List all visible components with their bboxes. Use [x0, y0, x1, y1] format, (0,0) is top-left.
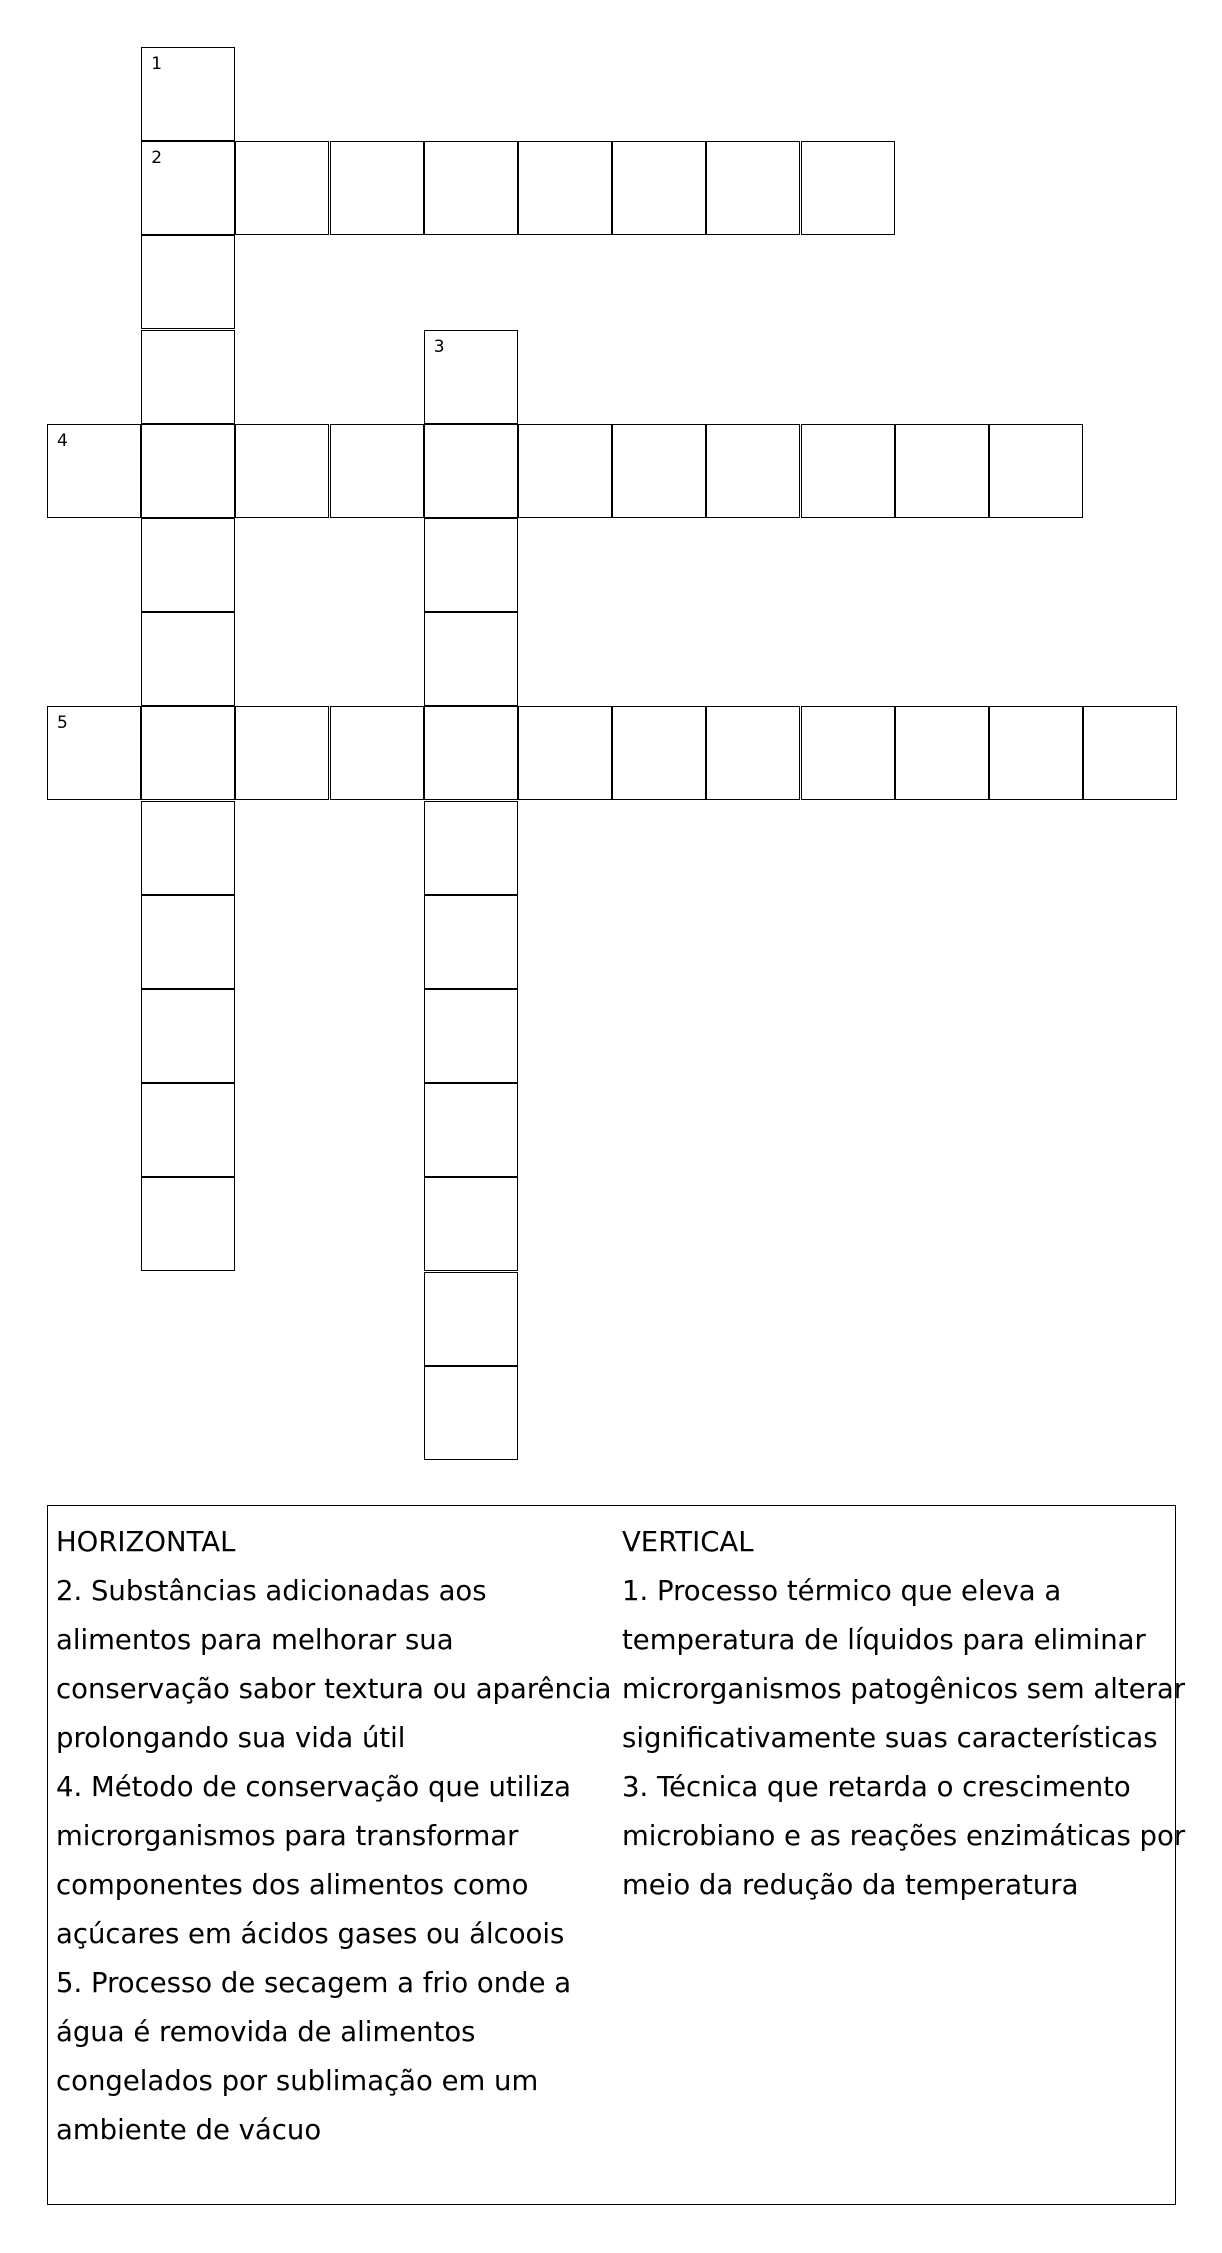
- crossword-cell[interactable]: [235, 141, 329, 235]
- horizontal-clue-lines: [56, 1567, 616, 2155]
- clue-number: 3: [433, 336, 445, 357]
- crossword-cell[interactable]: [235, 424, 329, 518]
- horizontal-clue-line: componentes dos alimentos como: [56, 1869, 529, 1901]
- crossword-cell[interactable]: [518, 706, 612, 800]
- crossword-cell[interactable]: [612, 706, 706, 800]
- crossword-cell[interactable]: [424, 1366, 518, 1460]
- horizontal-clue-line: ambiente de vácuo: [56, 2114, 322, 2146]
- crossword-cell[interactable]: [518, 424, 612, 518]
- crossword-cell[interactable]: [330, 141, 424, 235]
- crossword-cell[interactable]: [706, 141, 800, 235]
- crossword-cell[interactable]: [47, 706, 141, 800]
- clues-box: [47, 1505, 1186, 2205]
- crossword-cell[interactable]: [612, 141, 706, 235]
- vertical-clue-line: significativamente suas características: [622, 1722, 1158, 1754]
- crossword-cell[interactable]: [141, 1083, 235, 1177]
- crossword-cell[interactable]: [424, 706, 518, 800]
- crossword-cell[interactable]: [47, 424, 141, 518]
- horizontal-clue-line: conservação sabor textura ou aparência: [56, 1673, 612, 1705]
- horizontal-clue-line: água é removida de alimentos: [56, 2016, 476, 2048]
- crossword-cell[interactable]: [235, 706, 329, 800]
- horizontal-clue-line: 4. Método de conservação que utiliza: [56, 1771, 571, 1803]
- crossword-cell[interactable]: [424, 424, 518, 518]
- crossword-cell[interactable]: [424, 1083, 518, 1177]
- crossword-cell[interactable]: [330, 424, 424, 518]
- crossword-cell[interactable]: [424, 518, 518, 612]
- crossword-cell[interactable]: [989, 706, 1083, 800]
- clue-number: 4: [57, 430, 68, 451]
- crossword-cell[interactable]: [706, 424, 800, 518]
- crossword-cell[interactable]: [895, 706, 989, 800]
- vertical-heading: VERTICAL: [622, 1526, 754, 1558]
- clue-number: 1: [151, 54, 163, 74]
- horizontal-clues: [56, 1518, 616, 2155]
- clue-number: 2: [151, 148, 163, 169]
- crossword-cell[interactable]: [1083, 706, 1177, 800]
- crossword-cell[interactable]: [706, 706, 800, 800]
- crossword-cell[interactable]: [141, 612, 235, 706]
- crossword-cell[interactable]: [424, 330, 518, 424]
- horizontal-heading: HORIZONTAL: [56, 1526, 236, 1558]
- crossword-cell[interactable]: [424, 989, 518, 1083]
- horizontal-clue-line: prolongando sua vida útil: [56, 1722, 406, 1754]
- vertical-clue-line: temperatura de líquidos para eliminar: [622, 1624, 1146, 1656]
- crossword-cell[interactable]: [141, 518, 235, 612]
- crossword-cell[interactable]: [612, 424, 706, 518]
- crossword-cell[interactable]: [141, 895, 235, 989]
- crossword-cell[interactable]: [424, 141, 518, 235]
- crossword-cell[interactable]: [424, 895, 518, 989]
- crossword-cell[interactable]: [141, 989, 235, 1083]
- crossword-cell[interactable]: [801, 424, 895, 518]
- crossword-cell[interactable]: [141, 706, 235, 800]
- crossword-cell[interactable]: [801, 706, 895, 800]
- crossword-cell[interactable]: [895, 424, 989, 518]
- crossword-cell[interactable]: [424, 612, 518, 706]
- horizontal-clue-line: 5. Processo de secagem a frio onde a: [56, 1967, 572, 1999]
- horizontal-clue-line: microrganismos para transformar: [56, 1820, 519, 1852]
- crossword-cell[interactable]: [141, 235, 235, 329]
- crossword-cell[interactable]: [330, 706, 424, 800]
- horizontal-clue-line: alimentos para melhorar sua: [56, 1624, 454, 1656]
- horizontal-clue-line: 2. Substâncias adicionadas aos: [56, 1575, 487, 1607]
- crossword-cell[interactable]: [801, 141, 895, 235]
- crossword-cell[interactable]: [989, 424, 1083, 518]
- crossword-cell[interactable]: [141, 424, 235, 518]
- crossword-cell[interactable]: [141, 330, 235, 424]
- crossword-cell[interactable]: [424, 801, 518, 895]
- crossword-cell[interactable]: [424, 1177, 518, 1271]
- horizontal-clue-line: açúcares em ácidos gases ou álcoois: [56, 1918, 565, 1950]
- vertical-clue-line: 1. Processo térmico que eleva a: [622, 1575, 1062, 1607]
- clue-number: 5: [57, 713, 68, 734]
- horizontal-clue-line: congelados por sublimação em um: [56, 2065, 539, 2097]
- vertical-clues: [622, 1518, 1186, 1910]
- vertical-clue-lines: [622, 1567, 1186, 1910]
- crossword-cell[interactable]: [141, 801, 235, 895]
- vertical-clue-line: microrganismos patogênicos sem alterar: [622, 1673, 1186, 1705]
- crossword-cell[interactable]: [141, 1177, 235, 1271]
- crossword-cell[interactable]: [424, 1272, 518, 1366]
- crossword-cell[interactable]: [141, 47, 235, 141]
- crossword-cell[interactable]: [518, 141, 612, 235]
- vertical-clue-line: microbiano e as reações enzimáticas por: [622, 1820, 1186, 1852]
- vertical-clue-line: 3. Técnica que retarda o crescimento: [622, 1771, 1131, 1803]
- vertical-clue-line: meio da redução da temperatura: [622, 1869, 1079, 1901]
- crossword-cell[interactable]: [141, 141, 235, 235]
